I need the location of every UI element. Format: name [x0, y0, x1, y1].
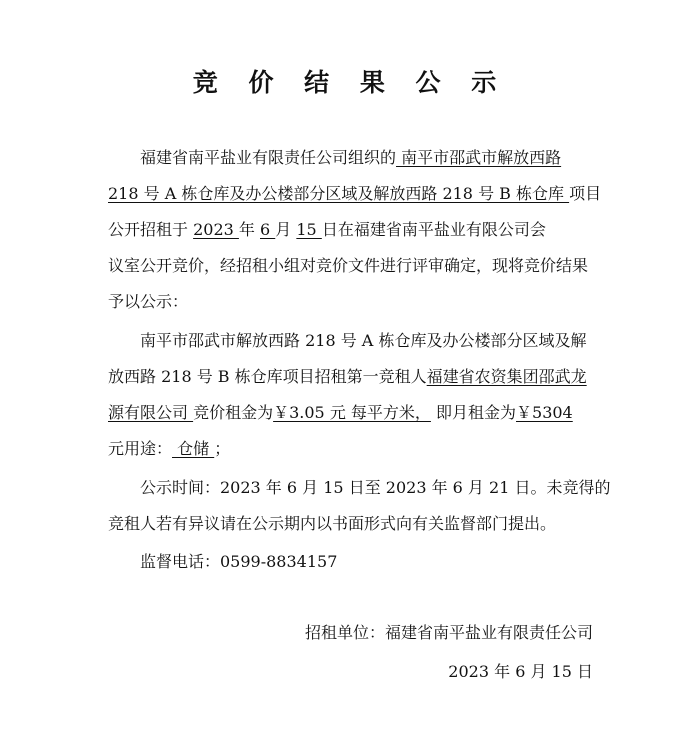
project-line-3: [108, 219, 546, 241]
project-suffix: 项目: [569, 184, 602, 203]
organizer-text: 福建省南平盐业有限责任公司组织的: [140, 148, 397, 167]
period-line-1: 公示时间：2023 年 6 月 15 日至 2023 年 6 月 21 日。未竞得的: [140, 478, 611, 497]
month-unit: 月: [275, 220, 297, 239]
price-per-sqm: ￥3.05 元 每平方米，: [273, 403, 431, 422]
usage-value: 仓储: [172, 439, 215, 458]
project-line-1: [140, 147, 561, 169]
usage-label: 元用途：: [108, 439, 173, 458]
winner-prefix: 放西路 218 号 B 栋仓库项目招租第一竞租人: [108, 367, 427, 386]
bid-month: 6: [260, 220, 276, 239]
project-name-part2: 218 号 A 栋仓库及办公楼部分区域及解放西路 218 号 B 栋仓库: [108, 184, 570, 203]
project-line-5: 予以公示：: [108, 292, 189, 311]
winner-name-part1: 福建省农资集团邵武龙: [426, 367, 587, 386]
price-label: 竞价租金为: [193, 403, 274, 422]
period-line-2: 竞租人若有异议请在公示期内以书面形式向有关监督部门提出。: [108, 514, 557, 533]
result-line-1: 南平市邵武市解放西路 218 号 A 栋仓库及办公楼部分区域及解: [140, 331, 587, 350]
issuer-unit: 招租单位：福建省南平盐业有限责任公司: [304, 623, 593, 642]
monthly-rent-value: ￥5304: [516, 403, 573, 422]
supervision-phone: 监督电话：0599-8834157: [140, 552, 338, 571]
notice-title: 竞 价 结 果 公 示: [192, 68, 508, 97]
winner-name-part2: 源有限公司: [108, 403, 194, 422]
project-line-4: 议室公开竞价，经招租小组对竞价文件进行评审确定，现将竞价结果: [108, 256, 589, 275]
bid-day: 15: [296, 220, 322, 239]
project-name-part1: 南平市邵武市解放西路: [396, 148, 562, 167]
year-unit: 年: [238, 220, 260, 239]
project-line-2: [108, 183, 601, 205]
bid-location-text: 日在福建省南平盐业有限公司会: [321, 220, 546, 239]
bid-year: 2023: [193, 220, 239, 239]
issue-date: 2023 年 6 月 15 日: [448, 662, 593, 681]
bid-date-prefix: 公开招租于: [108, 220, 194, 239]
result-line-2: [108, 366, 587, 388]
usage-end: ；: [214, 439, 231, 458]
monthly-rent-label: 即月租金为: [430, 403, 517, 422]
result-line-4: [108, 438, 230, 460]
result-line-3: [108, 402, 573, 424]
